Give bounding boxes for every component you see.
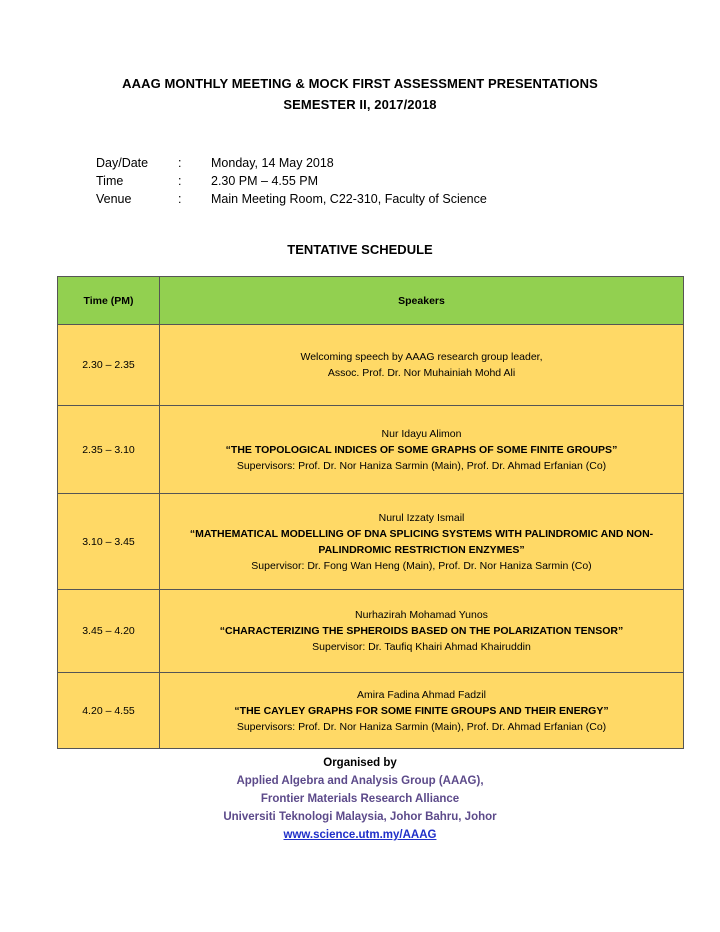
organiser-alliance: Frontier Materials Research Alliance xyxy=(260,793,460,805)
presentation-title: “THE TOPOLOGICAL INDICES OF SOME GRAPHS OF SOME FINITE GROUPS” xyxy=(225,443,618,456)
presentation-title: “CHARACTERIZING THE SPHEROIDS BASED ON THE POLARIZATION TENSOR” xyxy=(219,625,624,637)
time-cell: 3.10 – 3.45 xyxy=(58,494,160,590)
info-row-date xyxy=(96,154,487,172)
table-row xyxy=(58,406,684,494)
speaker-name: Nurul Izzaty Ismail xyxy=(378,511,465,524)
info-colon: : xyxy=(178,174,182,188)
info-row-time xyxy=(96,172,487,190)
table-row xyxy=(58,325,684,406)
column-header-speakers: Speakers xyxy=(160,277,684,325)
organiser-website-link[interactable]: www.science.utm.my/AAAG xyxy=(283,829,437,841)
info-label: Time xyxy=(96,174,124,188)
info-value: 2.30 PM – 4.55 PM xyxy=(211,174,319,188)
time-cell: 2.35 – 3.10 xyxy=(58,406,160,494)
document-title: AAAG MONTHLY MEETING & MOCK FIRST ASSESSMENT PRESENTATIONS xyxy=(122,76,598,91)
schedule-table xyxy=(57,276,684,749)
info-colon: : xyxy=(178,156,182,170)
time-cell: 4.20 – 4.55 xyxy=(58,673,160,749)
welcome-line: Welcoming speech by AAAG research group leader, xyxy=(300,351,543,363)
organiser-url-container xyxy=(0,829,720,841)
info-value: Monday, 14 May 2018 xyxy=(211,156,334,170)
schedule-heading: TENTATIVE SCHEDULE xyxy=(287,242,433,257)
speaker-name: Amira Fadina Ahmad Fadzil xyxy=(357,688,486,701)
supervisor-line: Supervisors: Prof. Dr. Nor Haniza Sarmin (Main), Prof. Dr. Ahmad Erfanian (Co) xyxy=(236,720,607,733)
presentation-title: “THE CAYLEY GRAPHS FOR SOME FINITE GROUPS AND THEIR ENERGY” xyxy=(234,704,609,717)
organiser-heading: Organised by xyxy=(323,757,397,769)
speaker-cell xyxy=(160,325,684,406)
info-label: Venue xyxy=(96,192,132,206)
info-row-venue xyxy=(96,190,487,208)
presentation-title-line2: PALINDROMIC RESTRICTION ENZYMES” xyxy=(318,543,525,556)
time-cell: 3.45 – 4.20 xyxy=(58,590,160,673)
organiser-group: Applied Algebra and Analysis Group (AAAG), xyxy=(236,775,484,787)
table-row xyxy=(58,494,684,590)
presentation-title-line1: “MATHEMATICAL MODELLING OF DNA SPLICING SYSTEMS WITH PALINDROMIC AND NON- xyxy=(189,527,654,540)
speaker-cell xyxy=(160,590,684,673)
speaker-cell xyxy=(160,673,684,749)
speaker-name: Nur Idayu Alimon xyxy=(381,427,462,440)
table-header-row xyxy=(58,277,684,325)
speaker-name: Nurhazirah Mohamad Yunos xyxy=(355,609,488,621)
supervisor-line: Supervisor: Dr. Taufiq Khairi Ahmad Khairuddin xyxy=(312,641,531,653)
table-row xyxy=(58,673,684,749)
event-info xyxy=(96,154,487,208)
info-colon: : xyxy=(178,192,182,206)
speaker-cell xyxy=(160,494,684,590)
document-subtitle-semester: SEMESTER II, 2017/2018 xyxy=(283,97,437,112)
supervisor-line: Supervisors: Prof. Dr. Nor Haniza Sarmin (Main), Prof. Dr. Ahmad Erfanian (Co) xyxy=(236,459,607,472)
column-header-time: Time (PM) xyxy=(58,277,160,325)
info-value: Main Meeting Room, C22-310, Faculty of Science xyxy=(211,192,487,206)
table-row xyxy=(58,590,684,673)
time-cell: 2.30 – 2.35 xyxy=(58,325,160,406)
organiser-university: Universiti Teknologi Malaysia, Johor Bahru, Johor xyxy=(223,811,497,823)
supervisor-line: Supervisor: Dr. Fong Wan Heng (Main), Prof. Dr. Nor Haniza Sarmin (Co) xyxy=(251,559,592,572)
speaker-cell xyxy=(160,406,684,494)
info-label: Day/Date xyxy=(96,156,149,170)
group-leader-name: Assoc. Prof. Dr. Nor Muhainiah Mohd Ali xyxy=(327,367,516,379)
